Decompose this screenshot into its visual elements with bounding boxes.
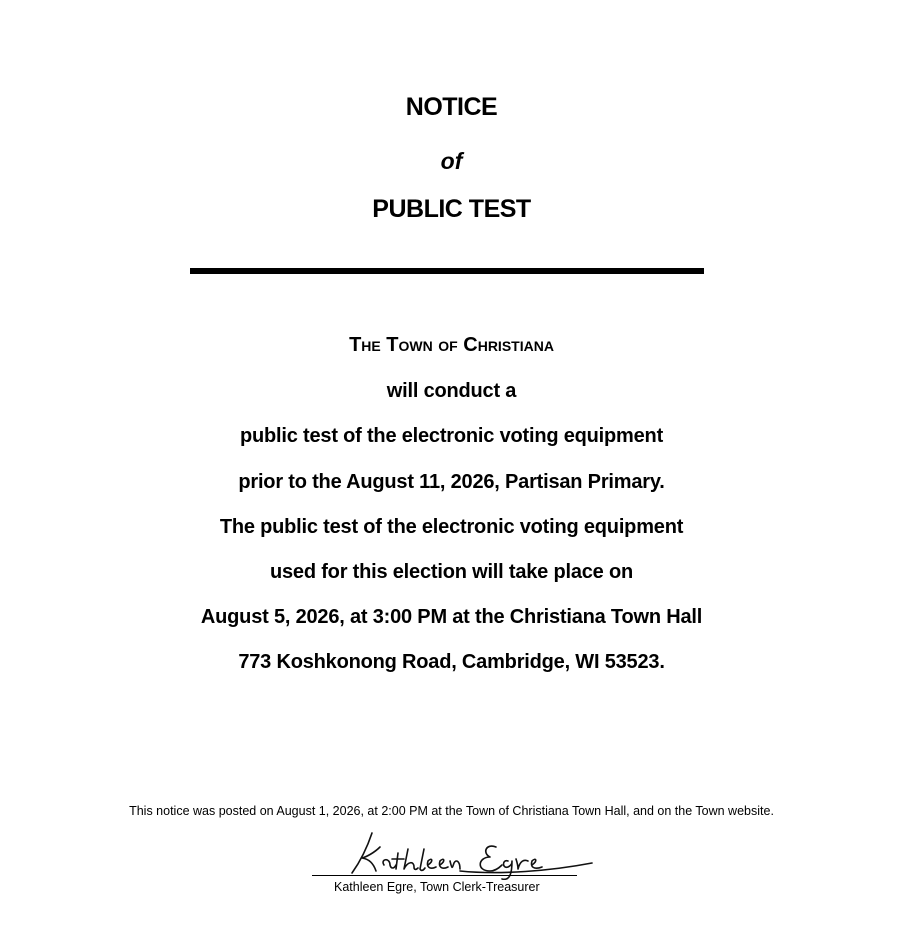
notice-title: NOTICE: [405, 93, 498, 121]
signatory-name: Kathleen Egre, Town Clerk-Treasurer: [334, 880, 540, 894]
header-divider: [190, 268, 704, 274]
body-line-7: August 5, 2026, at 3:00 PM at the Christiana Town Hall: [200, 606, 703, 628]
signature-block: [310, 825, 600, 905]
body-line-6: used for this election will take place on: [269, 561, 633, 583]
handwritten-signature: [310, 825, 600, 880]
body-line-5: The public test of the electronic voting equipment: [219, 516, 684, 538]
body-line-3: public test of the electronic voting equipment: [239, 425, 664, 447]
body-line-8: 773 Koshkonong Road, Cambridge, WI 53523.: [238, 651, 665, 673]
body-line-4: prior to the August 11, 2026, Partisan Primary.: [238, 471, 665, 493]
notice-subtitle: PUBLIC TEST: [372, 195, 531, 223]
town-name: The Town of Christiana: [349, 334, 554, 356]
signature-line: [312, 875, 577, 876]
posted-notice: This notice was posted on August 1, 2026, at 2:00 PM at the Town of Christiana Town Hall, and on the Town website.: [129, 804, 774, 818]
body-line-2: will conduct a: [386, 380, 517, 402]
notice-title-of: of: [440, 148, 463, 174]
